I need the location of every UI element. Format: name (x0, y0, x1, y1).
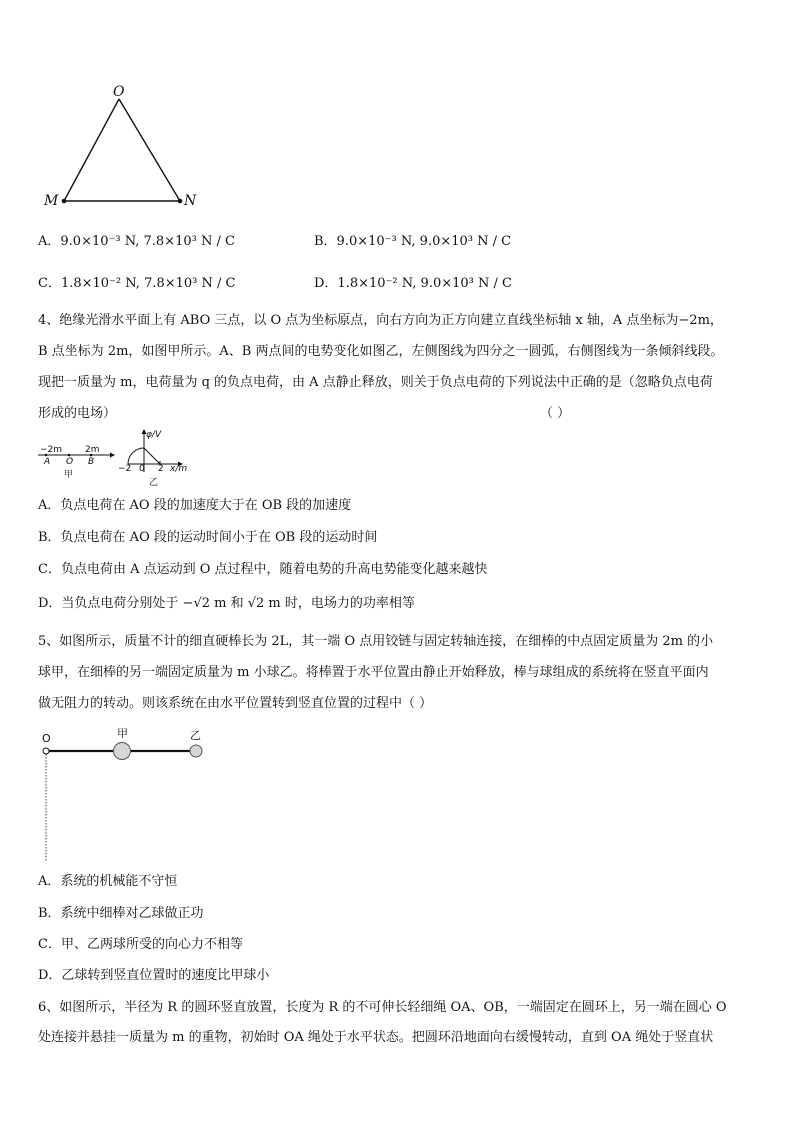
q4-stem-line-4: 形成的电场） (38, 406, 117, 421)
q5-option-a: A．系统的机械能不守恒 (38, 874, 178, 889)
jia-label-a: A (44, 457, 51, 467)
yi-tick-0: 0 (139, 464, 145, 474)
jia-label-2m: 2m (85, 445, 100, 455)
q5-stem-line-3: 做无阻力的转动。则该系统在由水平位置转到竖直位置的过程中（ ） (38, 696, 433, 711)
q4-option-d: D．当负点电荷分别处于 −√2 m 和 √2 m 时，电场力的功率相等 (38, 596, 415, 611)
yi-caption: 乙 (149, 478, 159, 488)
q5-option-b: B．系统中细棒对乙球做正功 (38, 906, 204, 921)
q5-option-c: C．甲、乙两球所受的向心力不相等 (38, 937, 243, 952)
vertex-label-o: O (113, 84, 125, 100)
q4-option-a: A．负点电荷在 AO 段的加速度大于在 OB 段的加速度 (38, 498, 352, 513)
yi-xlabel: x/m (170, 464, 188, 474)
q5-stem-line-1: 5、如图所示，质量不计的细直硬棒长为 2L，其一端 O 点用铰链与固定转轴连接，在细棒的中点固定质量为 2m 的小 (38, 634, 714, 649)
q5-label-yi: 乙 (190, 729, 201, 742)
q5-option-d: D．乙球转到竖直位置时的速度比甲球小 (38, 968, 270, 983)
q3-option-c: C．1.8×10⁻² N, 7.8×10³ N / C (38, 276, 236, 291)
q3-option-a: A．9.0×10⁻³ N, 7.8×10³ N / C (38, 234, 235, 249)
jia-label-o: O (66, 457, 74, 467)
vertex-label-m: M (44, 193, 59, 209)
q4-stem-line-1: 4、绝缘光滑水平面上有 ABO 三点，以 O 点为坐标原点，向右方向为正方向建立直线坐标轴 x 轴，A 点坐标为−2m， (38, 313, 723, 328)
q5-rod-figure (36, 726, 216, 866)
q5-label-o: O (42, 732, 51, 745)
q4-stem-line-2: B 点坐标为 2m，如图甲所示。A、B 两点间的电势变化如图乙，左侧图线为四分之一圆弧，右侧图线为一条倾斜线段。 (38, 344, 724, 359)
q6-stem-line-1: 6、如图所示，半径为 R 的圆环竖直放置，长度为 R 的不可伸长轻细绳 OA、OB，一端固定在圆环上，另一端在圆心 O (38, 1000, 727, 1015)
jia-label-b: B (88, 457, 95, 467)
yi-tick-2: 2 (158, 464, 164, 474)
jia-label-minus-2m: −2m (40, 445, 63, 455)
q4-answer-bracket: （ ） (540, 406, 571, 421)
yi-ylabel: φ/V (146, 430, 162, 440)
q4-option-b: B．负点电荷在 AO 段的运动时间小于在 OB 段的运动时间 (38, 530, 378, 545)
q4-stem-line-3: 现把一质量为 m，电荷量为 q 的负点电荷，由 A 点静止释放，则关于负点电荷的下列说法中正确的是（忽略负点电荷 (38, 375, 713, 390)
vertex-label-n: N (184, 193, 197, 209)
q5-stem-line-2: 球甲，在细棒的另一端固定质量为 m 小球乙。将棒置于水平位置由静止开始释放，棒与球组成的系统将在竖直平面内 (38, 665, 709, 680)
q3-option-d: D．1.8×10⁻² N, 9.0×10³ N / C (314, 276, 512, 291)
q5-label-jia: 甲 (117, 727, 128, 740)
q6-stem-line-2: 处连接并悬挂一质量为 m 的重物，初始时 OA 绳处于水平状态。把圆环沿地面向右缓慢转动，直到 OA 绳处于竖直状 (38, 1030, 714, 1045)
q3-option-b: B．9.0×10⁻³ N, 9.0×10³ N / C (314, 234, 512, 249)
q4-option-c: C．负点电荷由 A 点运动到 O 点过程中，随着电势的升高电势能变化越来越快 (38, 562, 488, 577)
jia-caption: 甲 (64, 470, 74, 480)
yi-tick-minus-2: −2 (118, 464, 132, 474)
